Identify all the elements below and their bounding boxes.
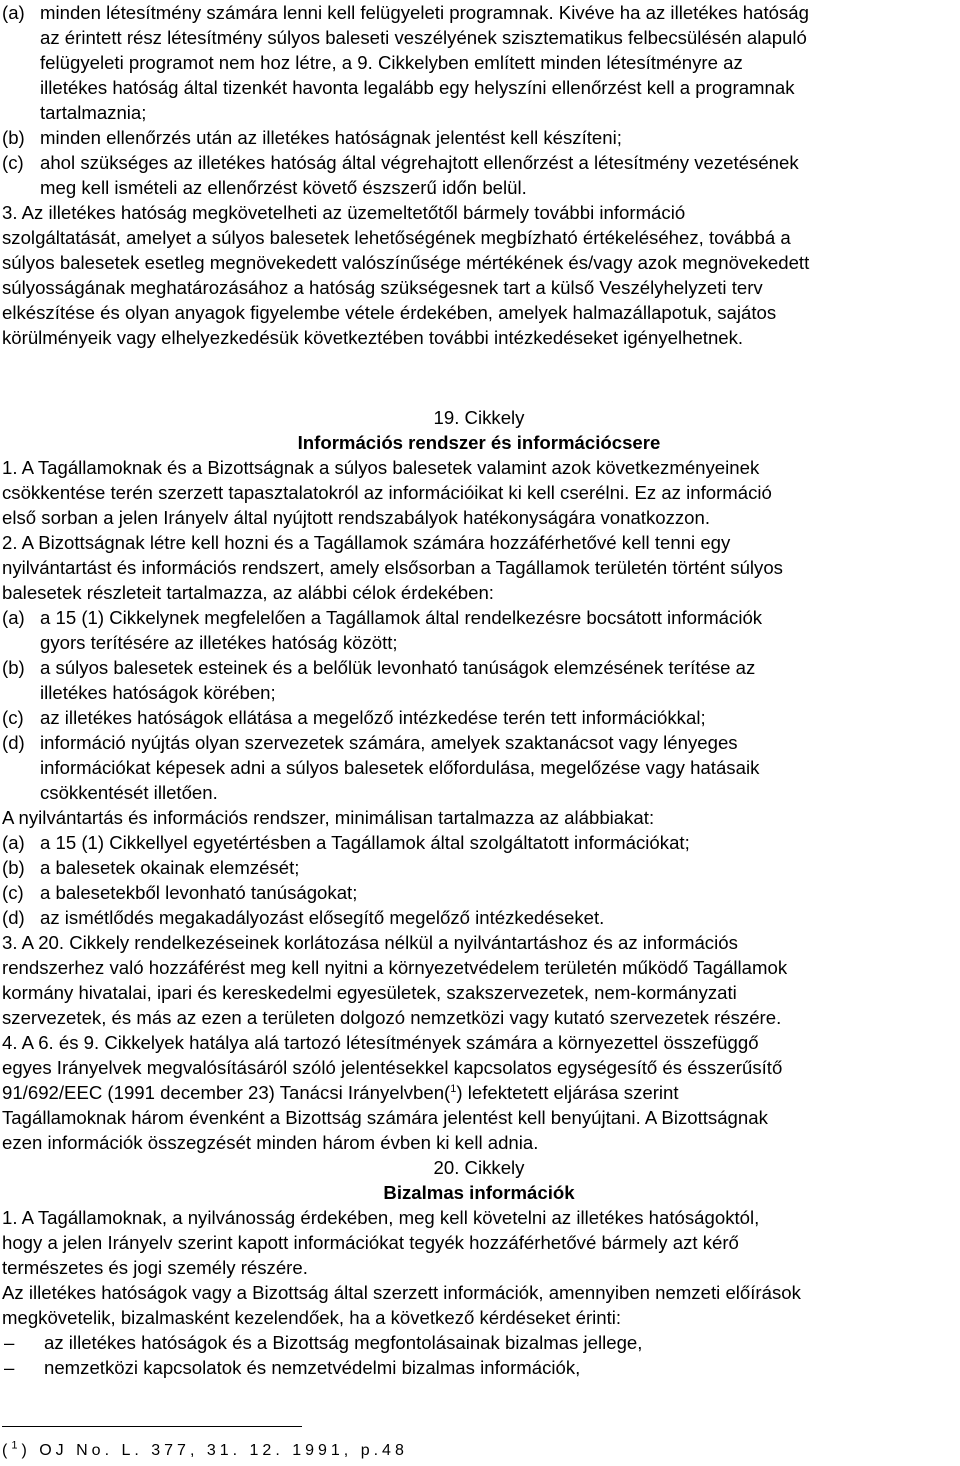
art19-item-d-line-1: (d) információ nyújtás olyan szervezetek számára, amelyek szaktanácsot vagy lényeges: [2, 732, 738, 753]
footnote-reference: 1: [450, 1082, 457, 1095]
item-a-line-1: (a) minden létesítmény számára lenni kell felügyeleti programnak. Kivéve ha az illetékes hatóság: [2, 2, 809, 23]
art19-p1-line: 1. A Tagállamoknak és a Bizottságnak a súlyos balesetek valamint azok következményeinek: [2, 457, 760, 478]
art20-dash-item: – az illetékes hatóságok és a Bizottság megfontolásainak bizalmas jellege,: [4, 1332, 643, 1353]
art19-item-a-line-1: (a) a 15 (1) Cikkelynek megfelelően a Tagállamok által rendelkezésre bocsátott információk: [2, 607, 763, 628]
art19-min-item-a: (a) a 15 (1) Cikkellyel egyetértésben a Tagállamok által szolgáltatott információkat;: [2, 832, 690, 853]
art19-item-d-line-2: információkat képesek adni a súlyos balesetek előfordulása, megelőzése vagy hatásaik: [40, 757, 760, 778]
paragraph-3-line: körülményeik vagy elhelyezkedésük következtében további intézkedéseket igényelhetnek.: [2, 327, 744, 348]
footnote: ($^1$) OJ No. L. 377, 31. 12. 1991, p.48: [2, 1439, 408, 1459]
art19-p4-line-1: 4. A 6. és 9. Cikkelyek hatálya alá tartozó létesítmények számára a környezettel összefüggő: [2, 1032, 759, 1053]
article-20-title: Bizalmas információk: [383, 1182, 575, 1203]
dash-bullet: –: [4, 1357, 15, 1378]
art19-item-b-line-1: (b) a súlyos balesetek esteinek és a belőlük levonható tanúságok elemzésének terítése az: [2, 657, 756, 678]
item-b-line: (b) minden ellenőrzés után az illetékes hatóságnak jelentést kell készíteni;: [2, 127, 622, 148]
art20-p1-line: természetes és jogi személy részére.: [2, 1257, 308, 1278]
article-19-number: 19. Cikkely: [433, 407, 525, 428]
item-c-line-2: meg kell ismételi az ellenőrzést követő észszerű időn belül.: [40, 177, 527, 198]
paragraph-3-line: szolgáltatását, amelyet a súlyos balesetek lehetőségének megbízható értékeléséhez, továbbá a: [2, 227, 791, 248]
art19-item-a-line-2: gyors terítésére az illetékes hatóság között;: [40, 632, 398, 653]
art19-item-b-line-2: illetékes hatóságok körében;: [40, 682, 276, 703]
art19-p3-line: szervezetek, és más az ezen a területen dolgozó nemzetközi vagy kutató szervezetek részére.: [2, 1007, 782, 1028]
art19-item-d-line-3: csökkentését illetően.: [40, 782, 218, 803]
art19-min-item-b: (b) a balesetek okainak elemzését;: [2, 857, 300, 878]
art20-p1-line: hogy a jelen Irányelv szerint kapott információkat tegyék hozzáférhetővé bármely azt kérő: [2, 1232, 739, 1253]
art19-p4-line-5: ezen információk összegzését minden három évben ki kell adnia.: [2, 1132, 539, 1153]
art19-p2-line: nyilvántartást és információs rendszert, amely elsősorban a Tagállamok területén történt súlyos: [2, 557, 783, 578]
art19-item-c-line-1: (c) az illetékes hatóságok ellátása a megelőző intézkedése terén tett információkkal;: [2, 707, 706, 728]
item-c-line-1: (c) ahol szükséges az illetékes hatóság által végrehajtott ellenőrzést a létesítmény vezetésének: [2, 152, 799, 173]
item-a-line-3: felügyeleti programot nem hoz létre, a 9. Cikkelyben említett minden létesítményre az: [40, 52, 743, 73]
art19-min-item-d: (d) az ismétlődés megakadályozást elősegítő megelőző intézkedéseket.: [2, 907, 605, 928]
art20-p2-line: megkövetelik, bizalmasként kezelendőek, ha a következő kérdéseket érinti:: [2, 1307, 622, 1328]
item-a-line-4: illetékes hatóság által tizenkét havonta legalább egy helyszíni ellenőrzést kell a programnak: [40, 77, 795, 98]
item-a-line-5: tartalmaznia;: [40, 102, 147, 123]
footnote-number: 1: [11, 1439, 22, 1452]
art19-p4-line-3: 91/692/EEC (1991 december 23) Tanácsi Irányelvben($^1$) lefektetett eljárása szerint: [2, 1082, 679, 1103]
art19-p3-line: 3. A 20. Cikkely rendelkezéseinek korlátozása nélkül a nyilvántartáshoz és az információs: [2, 932, 738, 953]
section-spacer: [2, 350, 956, 405]
article-20-number: 20. Cikkely: [433, 1157, 525, 1178]
article-19-title: Információs rendszer és információcsere: [297, 432, 661, 453]
art19-min-item-c: (c) a balesetekből levonható tanúságokat;: [2, 882, 358, 903]
art19-p4-line-4: Tagállamoknak három évenként a Bizottság számára jelentést kell benyújtani. A Bizottságnak: [2, 1107, 768, 1128]
document-page: [2, 0, 956, 1380]
paragraph-3-line: elkészítése és olyan anyagok figyelembe vétele érdekében, amelyek halmazállapotuk, sajátos: [2, 302, 777, 323]
art19-p3-line: rendszerhez való hozzáférést meg kell nyitni a környezetvédelem területén működő Tagállamok: [2, 957, 788, 978]
art19-p2-line: balesetek részleteit tartalmazza, az alábbi célok érdekében:: [2, 582, 494, 603]
paragraph-3-line: súlyos balesetek esetleg megnövekedett valószínűsége mértékének és/vagy azok megnövekedett: [2, 252, 810, 273]
paragraph-3-line: 3. Az illetékes hatóság megkövetelheti az üzemeltetőtől bármely további információ: [2, 202, 686, 223]
art19-p2-line: 2. A Bizottságnak létre kell hozni és a Tagállamok számára hozzáférhetővé kell tenni egy: [2, 532, 731, 553]
dash-bullet: –: [4, 1332, 15, 1353]
art20-dash-item: – nemzetközi kapcsolatok és nemzetvédelmi bizalmas információk,: [4, 1357, 581, 1378]
art20-p2-line: Az illetékes hatóságok vagy a Bizottság által szerzett információk, amennyiben nemzeti előírások: [2, 1282, 801, 1303]
item-a-line-2: az érintett rész létesítmény súlyos baleseti veszélyének szisztematikus felbecsülésén alapuló: [40, 27, 807, 48]
art19-p1-line: első sorban a jelen Irányelv által nyújtott rendszabályok hatékonyságára vonatkozzon.: [2, 507, 711, 528]
paragraph-3-line: súlyosságának meghatározásához a hatóság szükségesnek tart a külső Veszélyhelyzeti terv: [2, 277, 763, 298]
art19-p4-line-2: egyes Irányelvek megvalósításáról szóló jelentésekkel kapcsolatos egységesítő és ésszerűsítő: [2, 1057, 783, 1078]
footnote-rule: [2, 1426, 302, 1427]
art20-p1-line: 1. A Tagállamoknak, a nyilvánosság érdekében, meg kell követelni az illetékes hatóságoktól,: [2, 1207, 760, 1228]
art19-minimum-intro: A nyilvántartás és információs rendszer, minimálisan tartalmazza az alábbiakat:: [2, 807, 655, 828]
art19-p3-line: kormány hivatalai, ipari és kereskedelmi egyesületek, szakszervezetek, nem-kormányzati: [2, 982, 737, 1003]
paragraph-3: [2, 200, 956, 350]
art19-p1-line: csökkentése terén szerzett tapasztalatokról az információikat ki kell cserélni. Ez az információ: [2, 482, 772, 503]
